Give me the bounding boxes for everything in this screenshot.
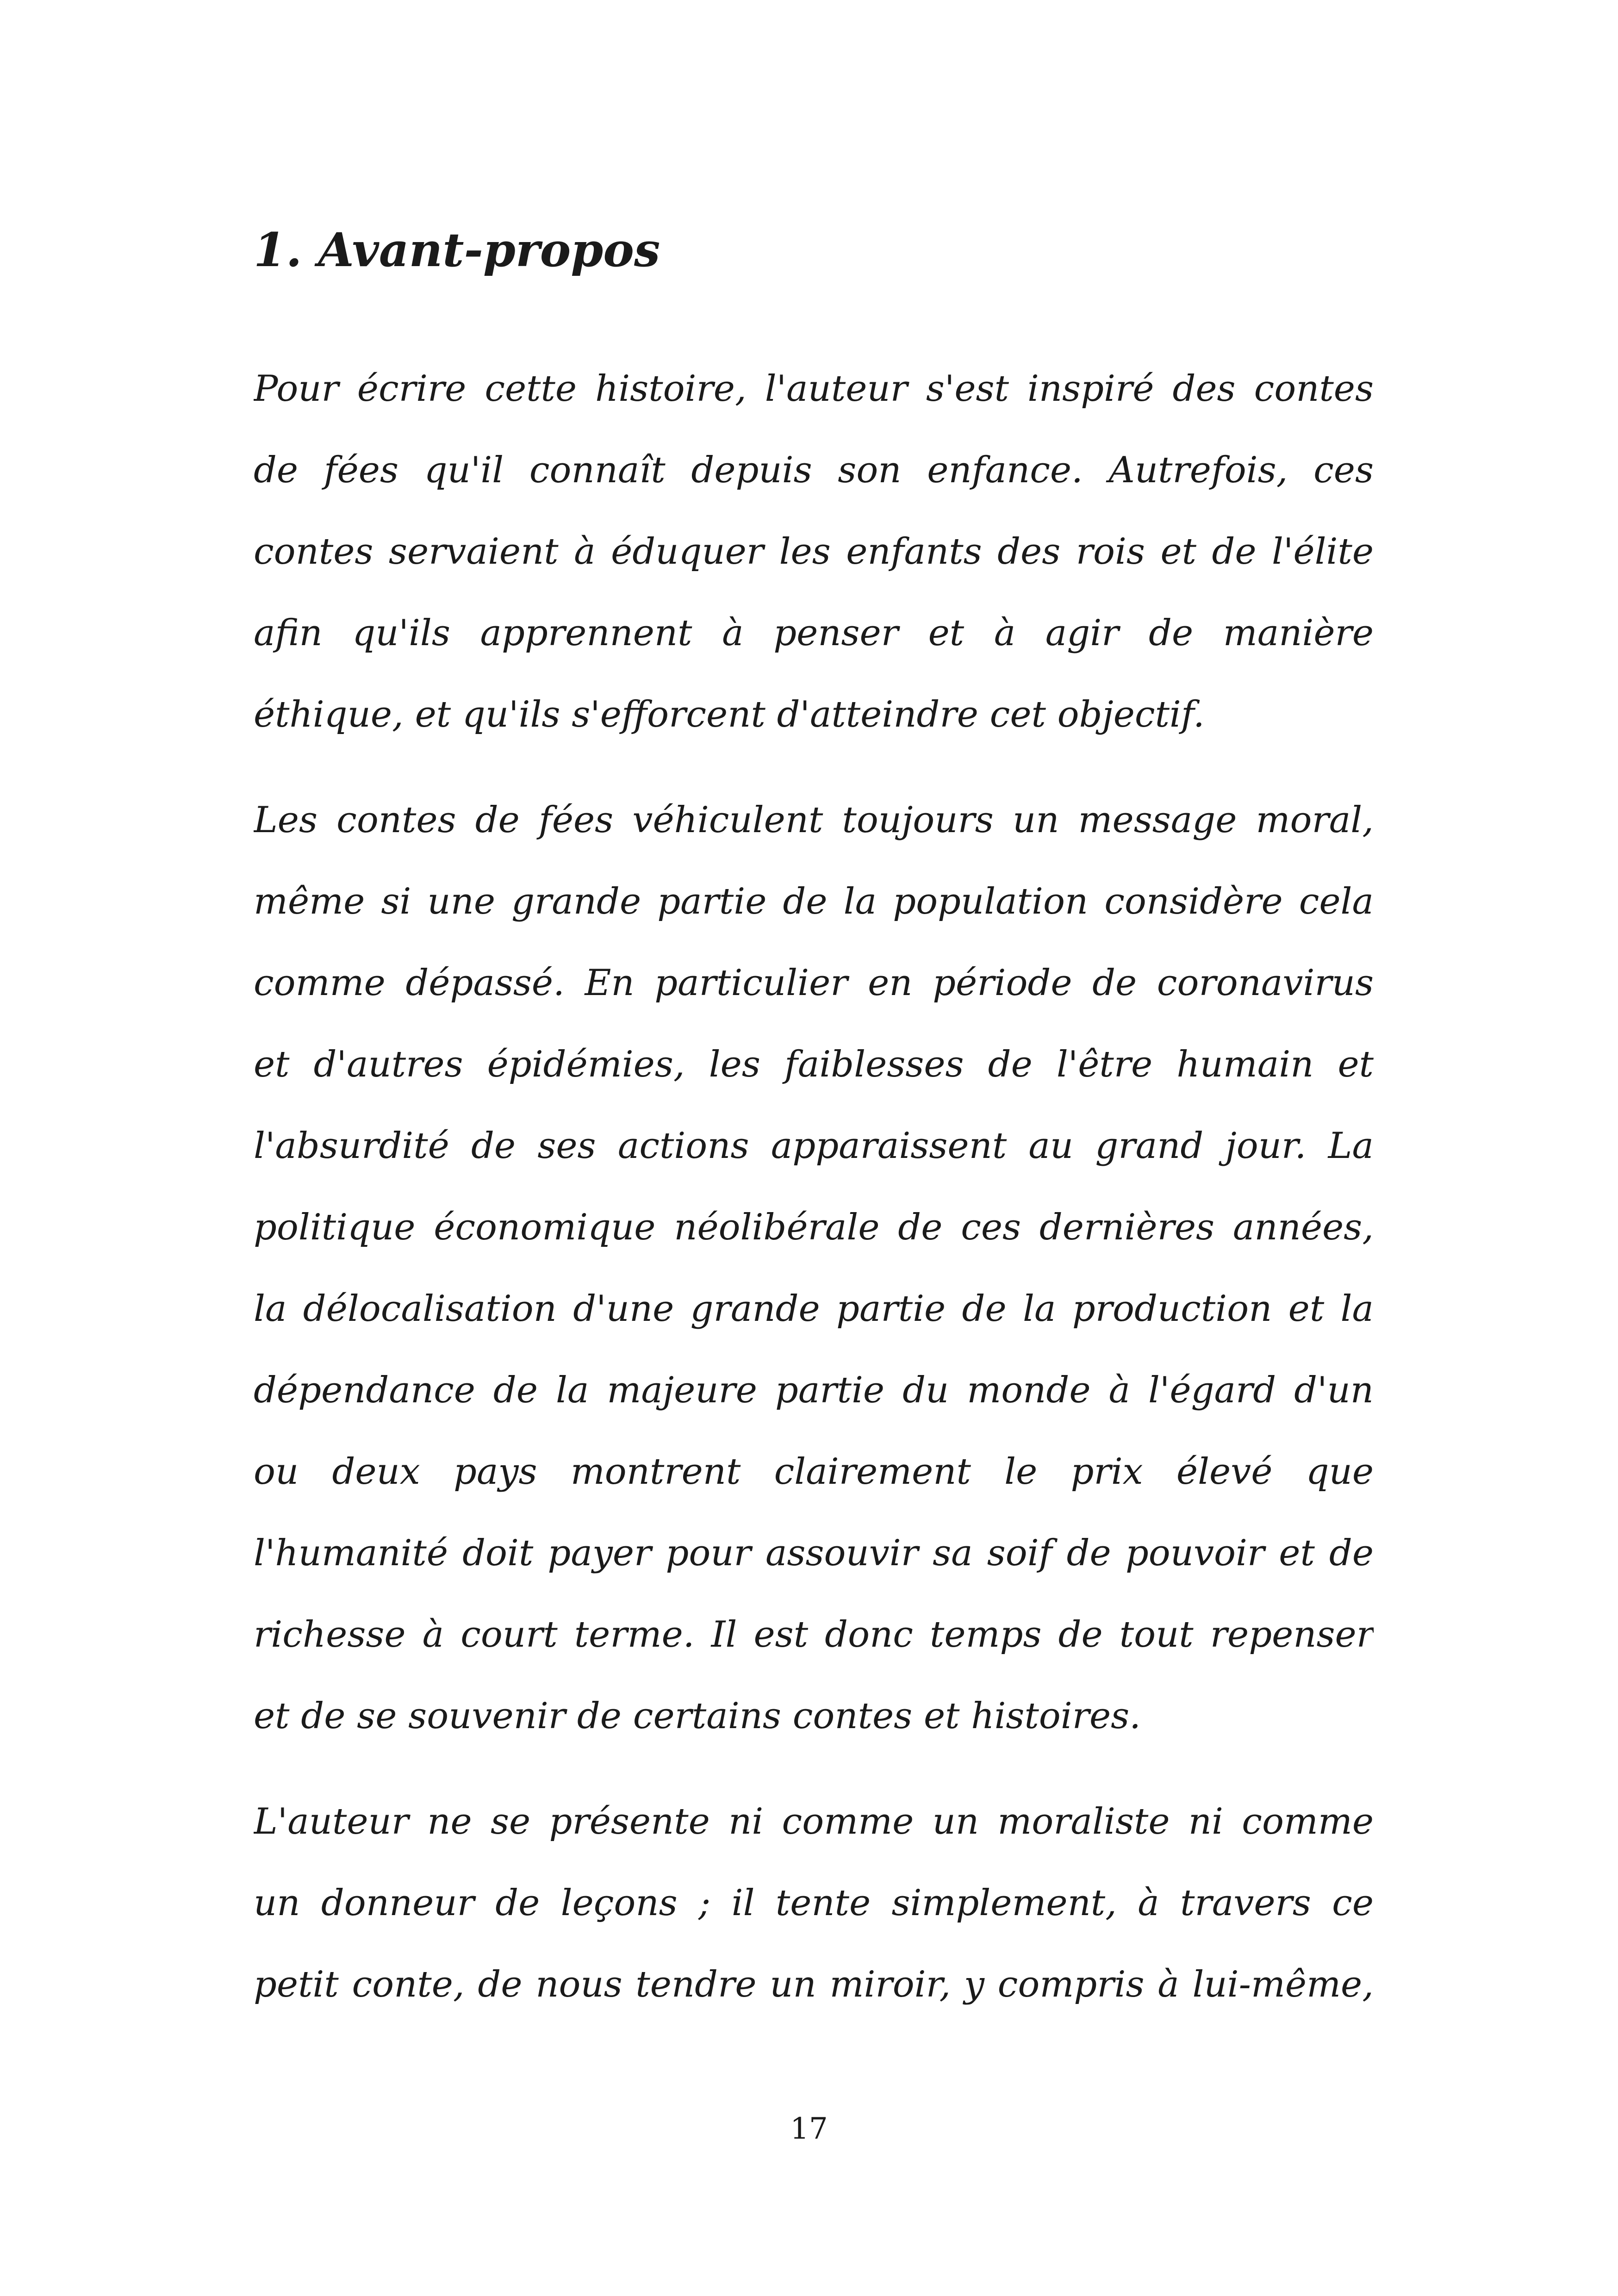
paragraph-1 <box>254 348 1374 755</box>
section-heading: 1. Avant-propos <box>254 223 660 277</box>
text-line: et de se souvenir de certains contes et histoires. <box>254 1695 1141 1737</box>
text-line: Pour écrire cette histoire, l'auteur s'est inspiré des contes <box>254 368 1374 410</box>
text-line: comme dépassé. En particulier en période de coronavirus <box>254 962 1374 1004</box>
paragraph-2 <box>254 779 1374 1757</box>
body-text <box>254 348 1374 2025</box>
text-line: ou deux pays montrent clairement le prix élevé que <box>254 1451 1374 1493</box>
text-line: L'auteur ne se présente ni comme un moraliste ni comme <box>254 1801 1374 1842</box>
paragraph-3 <box>254 1781 1374 2025</box>
text-line: Les contes de fées véhiculent toujours un message moral, <box>254 799 1374 841</box>
page-number: 17 <box>790 2112 828 2146</box>
text-line: un donneur de leçons ; il tente simplement, à travers ce <box>254 1882 1374 1924</box>
text-line: l'humanité doit payer pour assouvir sa soif de pouvoir et de <box>254 1532 1374 1574</box>
text-line: et d'autres épidémies, les faiblesses de l'être humain et <box>254 1044 1374 1085</box>
text-line: petit conte, de nous tendre un miroir, y compris à lui-même, <box>254 1964 1374 2005</box>
text-line: dépendance de la majeure partie du monde à l'égard d'un <box>254 1369 1374 1411</box>
text-line: contes servaient à éduquer les enfants des rois et de l'élite <box>254 531 1374 572</box>
text-line: richesse à court terme. Il est donc temps de tout repenser <box>254 1614 1374 1655</box>
text-line: même si une grande partie de la population considère cela <box>254 881 1374 922</box>
text-line: éthique, et qu'ils s'efforcent d'atteindre cet objectif. <box>254 694 1205 735</box>
text-line: la délocalisation d'une grande partie de la production et la <box>254 1288 1374 1330</box>
text-line: politique économique néolibérale de ces dernières années, <box>254 1207 1374 1248</box>
text-line: l'absurdité de ses actions apparaissent au grand jour. La <box>254 1125 1374 1167</box>
text-line: afin qu'ils apprennent à penser et à agir de manière <box>254 612 1374 654</box>
text-line: de fées qu'il connaît depuis son enfance. Autrefois, ces <box>254 449 1374 491</box>
